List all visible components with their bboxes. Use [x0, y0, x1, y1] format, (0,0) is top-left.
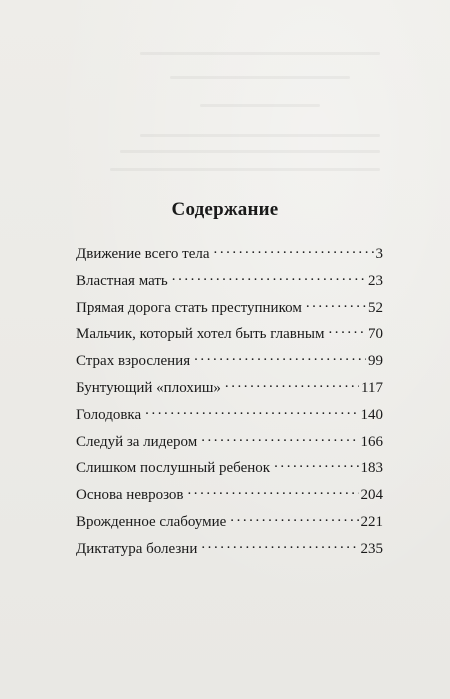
toc-entry-title: Следуй за лидером: [76, 433, 198, 450]
dot-leader: [145, 404, 358, 419]
toc-entry-page: 235: [360, 540, 383, 557]
toc-entry-page: 166: [360, 433, 383, 450]
toc-entry-page: 70: [368, 326, 383, 343]
bleed-through-line: [110, 168, 380, 171]
bleed-through-line: [170, 76, 350, 79]
toc-entry-title: Властная мать: [76, 272, 168, 289]
toc-entry-page: 183: [360, 460, 383, 477]
toc-entry: [76, 538, 383, 565]
toc-entry-page: 99: [368, 353, 383, 370]
bleed-through-line: [140, 52, 380, 55]
toc-entry: [76, 350, 383, 377]
toc-entry-page: 221: [360, 513, 383, 530]
dot-leader: [230, 511, 358, 526]
toc-entry: [76, 484, 383, 511]
toc-entry-title: Слишком послушный ребенок: [76, 460, 271, 477]
toc-entry: [76, 511, 383, 538]
dot-leader: [172, 270, 366, 285]
toc-entry-title: Основа неврозов: [76, 487, 184, 504]
toc-entry-title: Врожденное слабоумие: [76, 513, 227, 530]
toc-entry-page: 3: [375, 246, 383, 262]
toc-entry-page: 140: [360, 406, 383, 423]
toc-entry-title: Бунтующий «плохиш»: [76, 379, 221, 396]
page-title: Содержание: [171, 199, 279, 220]
toc-entry: [76, 297, 383, 324]
toc-entry: [76, 431, 383, 458]
toc-entry: [76, 270, 383, 297]
toc-entry: [76, 457, 383, 484]
toc-entry-title: Движение всего тела: [76, 246, 210, 262]
dot-leader: [328, 323, 366, 338]
toc-entry-title: Голодовка: [76, 406, 142, 423]
toc-entry-title: Диктатура болезни: [76, 540, 198, 557]
table-of-contents: [76, 243, 383, 565]
toc-entry-title: Страх взросления: [76, 353, 191, 370]
dot-leader: [201, 431, 358, 446]
toc-entry: [76, 377, 383, 404]
toc-entry: [76, 323, 383, 350]
dot-leader: [194, 350, 366, 365]
dot-leader: [306, 297, 366, 312]
toc-entry: [76, 404, 383, 431]
dot-leader: [214, 243, 374, 258]
toc-entry: [76, 243, 383, 270]
toc-entry-page: 52: [368, 299, 383, 316]
dot-leader: [188, 484, 359, 499]
bleed-through-line: [140, 134, 380, 137]
dot-leader: [225, 377, 359, 392]
bleed-through-line: [200, 104, 320, 107]
toc-entry-page: 204: [360, 487, 383, 504]
toc-entry-page: 117: [361, 379, 383, 396]
dot-leader: [201, 538, 358, 553]
bleed-through-line: [120, 150, 380, 153]
toc-entry-page: 23: [368, 272, 383, 289]
toc-entry-title: Мальчик, который хотел быть главным: [76, 326, 325, 343]
toc-entry-title: Прямая дорога стать преступником: [76, 299, 302, 316]
dot-leader: [274, 457, 358, 472]
